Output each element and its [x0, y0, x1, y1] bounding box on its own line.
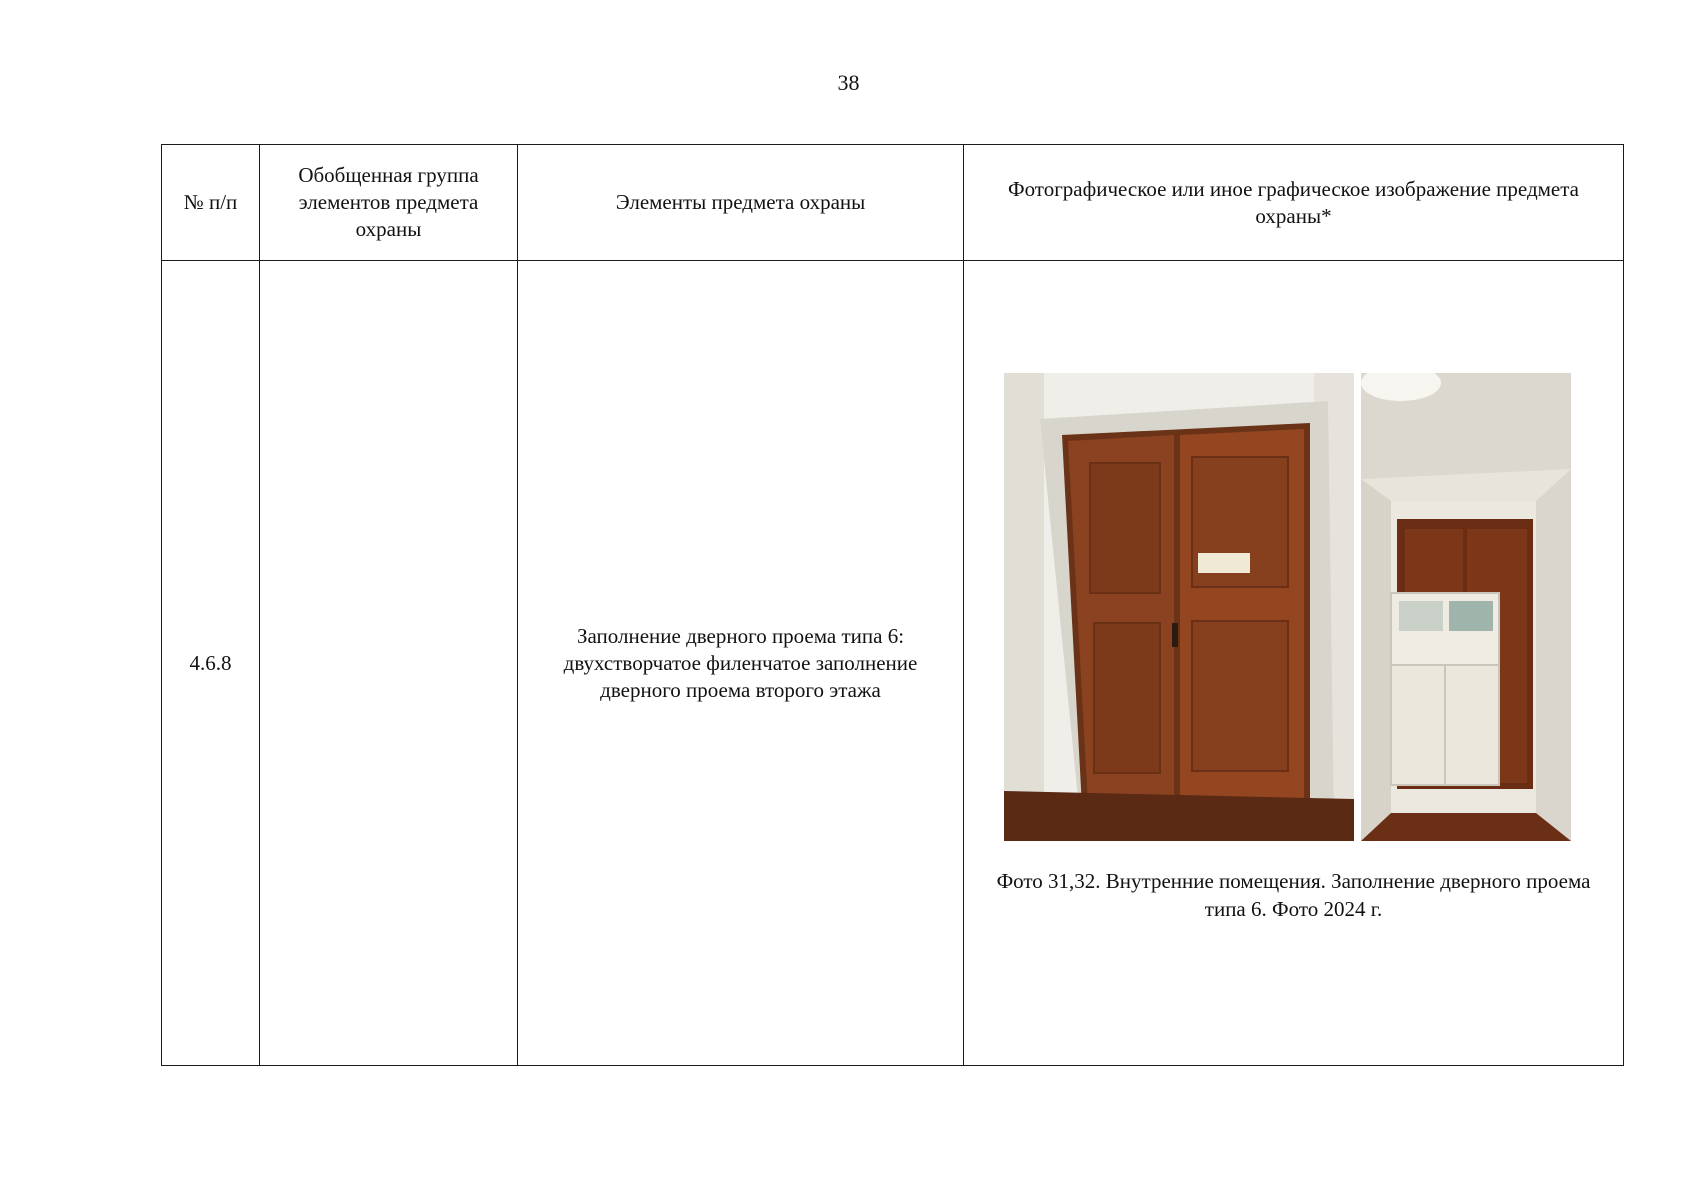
table-header: [162, 145, 1624, 261]
row-image-cell: [964, 261, 1624, 1066]
protection-elements-table: [161, 144, 1624, 1066]
table-header-row: [162, 145, 1624, 261]
row-element: Заполнение дверного проема типа 6: двухстворчатое филенчатое заполнение дверного проема второго этажа: [518, 261, 964, 1066]
row-number: 4.6.8: [162, 261, 260, 1066]
photo-area: [964, 261, 1623, 1065]
photo-row: [1004, 373, 1574, 841]
row-group: [260, 261, 518, 1066]
photo-caption: Фото 31,32. Внутренние помещения. Заполнение дверного проема типа 6. Фото 2024 г.: [996, 869, 1591, 921]
header-group: Обобщенная группа элементов предмета охраны: [260, 145, 518, 261]
header-elements: Элементы предмета охраны: [518, 145, 964, 261]
table-row: [162, 261, 1624, 1066]
double-door-photo: [1004, 373, 1354, 841]
header-number: № п/п: [162, 145, 260, 261]
header-image: Фотографическое или иное графическое изображение предмета охраны*: [964, 145, 1624, 261]
page-number: 38: [837, 70, 860, 95]
corridor-cabinet-photo: [1361, 373, 1571, 841]
